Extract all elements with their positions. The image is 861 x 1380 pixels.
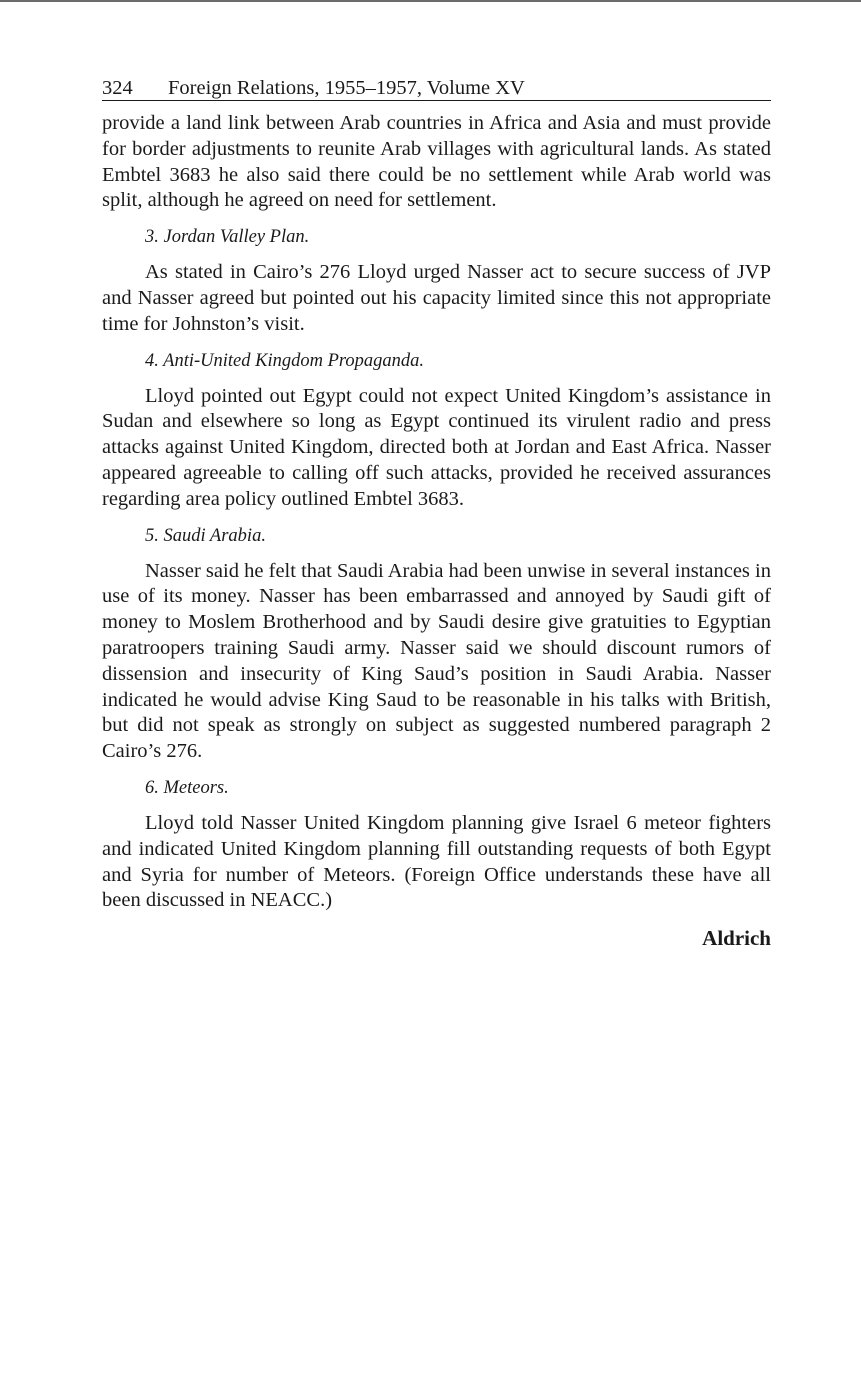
section-heading-anti-uk-propaganda: 4. Anti-United Kingdom Propaganda. — [145, 350, 425, 371]
continuation-paragraph: provide a land link between Arab countries in Africa and Asia and must provide for border adjustments to reunite Arab villages with agricultural lands. As stated Embtel 3683 he also said there could be no settlement while Arab world was split, although he agreed on need for settlement. — [102, 112, 771, 212]
volume-title: Foreign Relations, 1955–1957, Volume XV — [168, 77, 525, 99]
section-heading-meteors: 6. Meteors. — [145, 777, 229, 798]
section-heading-jordan-valley-plan: 3. Jordan Valley Plan. — [145, 227, 310, 248]
section-heading-saudi-arabia: 5. Saudi Arabia. — [145, 525, 266, 546]
signature: Aldrich — [702, 926, 771, 951]
section-text-saudi-arabia: Nasser said he felt that Saudi Arabia had been unwise in several instances in use of its money. Nasser has been embarrassed and annoyed by Saudi gift of money to Moslem Brotherhood and by Saudi desire give gratuities to Egyptian paratroopers training Saudi army. Nasser said we should discount rumors of dissension and insecurity of King Saud’s position in Saudi Arabia. Nasser indicated he would advise King Saud to be reasonable in his talks with British, but did not speak as strongly on subject as suggested numbered paragraph 2 Cairo’s 276. — [102, 559, 771, 763]
section-text-jordan-valley-plan: As stated in Cairo’s 276 Lloyd urged Nasser act to secure success of JVP and Nasser agreed but pointed out his capacity limited since this not appropriate time for Johnston’s visit. — [102, 261, 771, 335]
running-header — [102, 76, 771, 101]
document-page — [102, 76, 771, 951]
section-text-anti-uk-propaganda: Lloyd pointed out Egypt could not expect United Kingdom’s assistance in Sudan and elsewhere so long as Egypt continued its virulent radio and press attacks against United Kingdom, directed both at Jordan and East Africa. Nasser appeared agreeable to calling off such attacks, provided he received assurances regarding area policy outlined Embtel 3683. — [102, 384, 771, 510]
page-number: 324 — [102, 77, 133, 99]
section-text-meteors: Lloyd told Nasser United Kingdom planning give Israel 6 meteor fighters and indicated United Kingdom planning fill outstanding requests of both Egypt and Syria for number of Meteors. (Foreign Office understands these have all been discussed in NEACC.) — [102, 811, 771, 912]
top-edge-rule — [0, 0, 861, 2]
